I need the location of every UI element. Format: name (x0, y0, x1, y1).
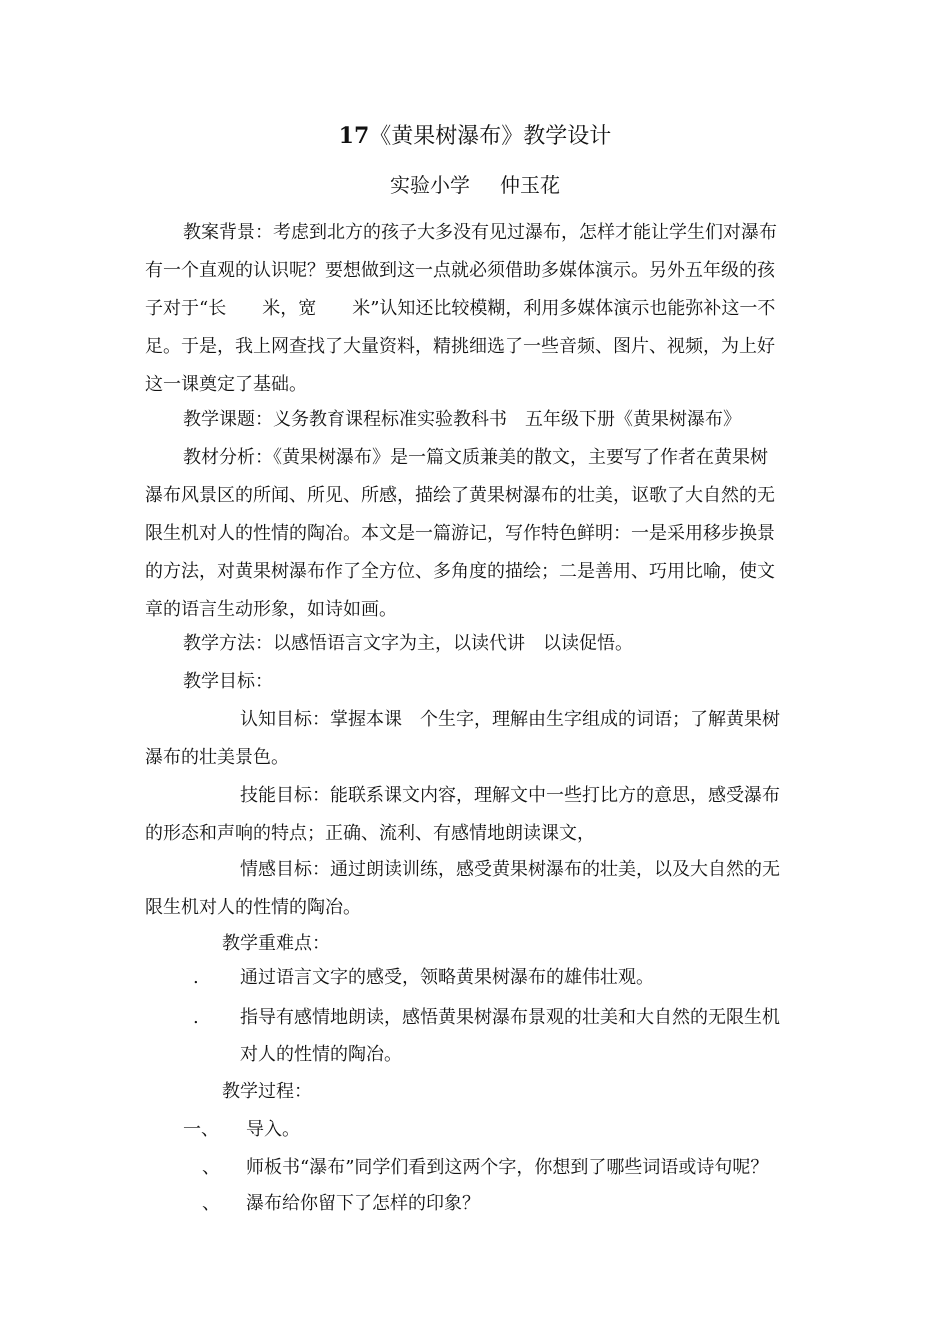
step-marker: 、 (202, 1193, 220, 1214)
process-heading: 教学过程： (222, 1081, 312, 1102)
goal-emotion-line: 情感目标：通过朗读训练，感受黄果树瀑布的壮美，以及大自然的无 (240, 859, 780, 880)
analysis-line: 限生机对人的性情的陶冶。本文是一篇游记，写作特色鲜明：一是采用移步换景 (145, 523, 775, 544)
background-line: 足。于是，我上网查找了大量资料，精挑细选了一些音频、图片、视频，为上好 (145, 336, 775, 357)
background-line: 子对于“长 米，宽 米”认知还比较模糊，利用多媒体演示也能弥补这一不 (145, 298, 776, 319)
author-line (0, 172, 950, 198)
goal-skill-line: 的形态和声响的特点；正确、流利、有感情地朗读课文， (145, 823, 595, 844)
step-marker: 、 (202, 1157, 220, 1178)
step-text: 师板书“瀑布”同学们看到这两个字，你想到了哪些词语或诗句呢？ (246, 1157, 769, 1178)
section-title: 导入。 (246, 1119, 300, 1140)
keypoint-line: 对人的性情的陶冶。 (240, 1044, 402, 1065)
background-line: 这一课奠定了基础。 (145, 374, 307, 395)
author-school: 实验小学 (390, 173, 470, 197)
title-text: 《黄果树瀑布》教学设计 (369, 124, 612, 149)
keypoint-marker: . (193, 1007, 199, 1028)
title-number: 17 (338, 123, 370, 149)
goal-emotion-line: 限生机对人的性情的陶冶。 (145, 897, 361, 918)
page-title (0, 122, 950, 151)
goal-skill-line: 技能目标：能联系课文内容，理解文中一些打比方的意思，感受瀑布 (240, 785, 780, 806)
method-line: 教学方法：以感悟语言文字为主，以读代讲 以读促悟。 (183, 633, 633, 654)
goal-cognitive-line: 认知目标：掌握本课 个生字，理解由生字组成的词语；了解黄果树 (240, 709, 780, 730)
analysis-line: 教材分析：《黄果树瀑布》是一篇文质兼美的散文，主要写了作者在黄果树 (183, 447, 768, 468)
keypoint-line: 通过语言文字的感受，领略黄果树瀑布的雄伟壮观。 (240, 967, 654, 988)
analysis-line: 瀑布风景区的所闻、所见、所感，描绘了黄果树瀑布的壮美，讴歌了大自然的无 (145, 485, 775, 506)
analysis-line: 的方法，对黄果树瀑布作了全方位、多角度的描绘；二是善用、巧用比喻，使文 (145, 561, 775, 582)
background-line: 有一个直观的认识呢？要想做到这一点就必须借助多媒体演示。另外五年级的孩 (145, 260, 775, 281)
keypoint-line: 指导有感情地朗读，感悟黄果树瀑布景观的壮美和大自然的无限生机 (240, 1007, 780, 1028)
keypoint-marker: . (193, 967, 199, 988)
keypoints-heading: 教学重难点： (222, 933, 330, 954)
analysis-line: 章的语言生动形象，如诗如画。 (145, 599, 397, 620)
section-marker: 一、 (183, 1119, 219, 1140)
step-text: 瀑布给你留下了怎样的印象？ (246, 1193, 480, 1214)
author-name: 仲玉花 (500, 173, 560, 197)
background-line: 教案背景：考虑到北方的孩子大多没有见过瀑布，怎样才能让学生们对瀑布 (183, 222, 777, 243)
topic-line: 教学课题：义务教育课程标准实验教科书 五年级下册《黄果树瀑布》 (183, 409, 741, 430)
goals-heading: 教学目标： (183, 671, 273, 692)
goal-cognitive-line: 瀑布的壮美景色。 (145, 747, 289, 768)
